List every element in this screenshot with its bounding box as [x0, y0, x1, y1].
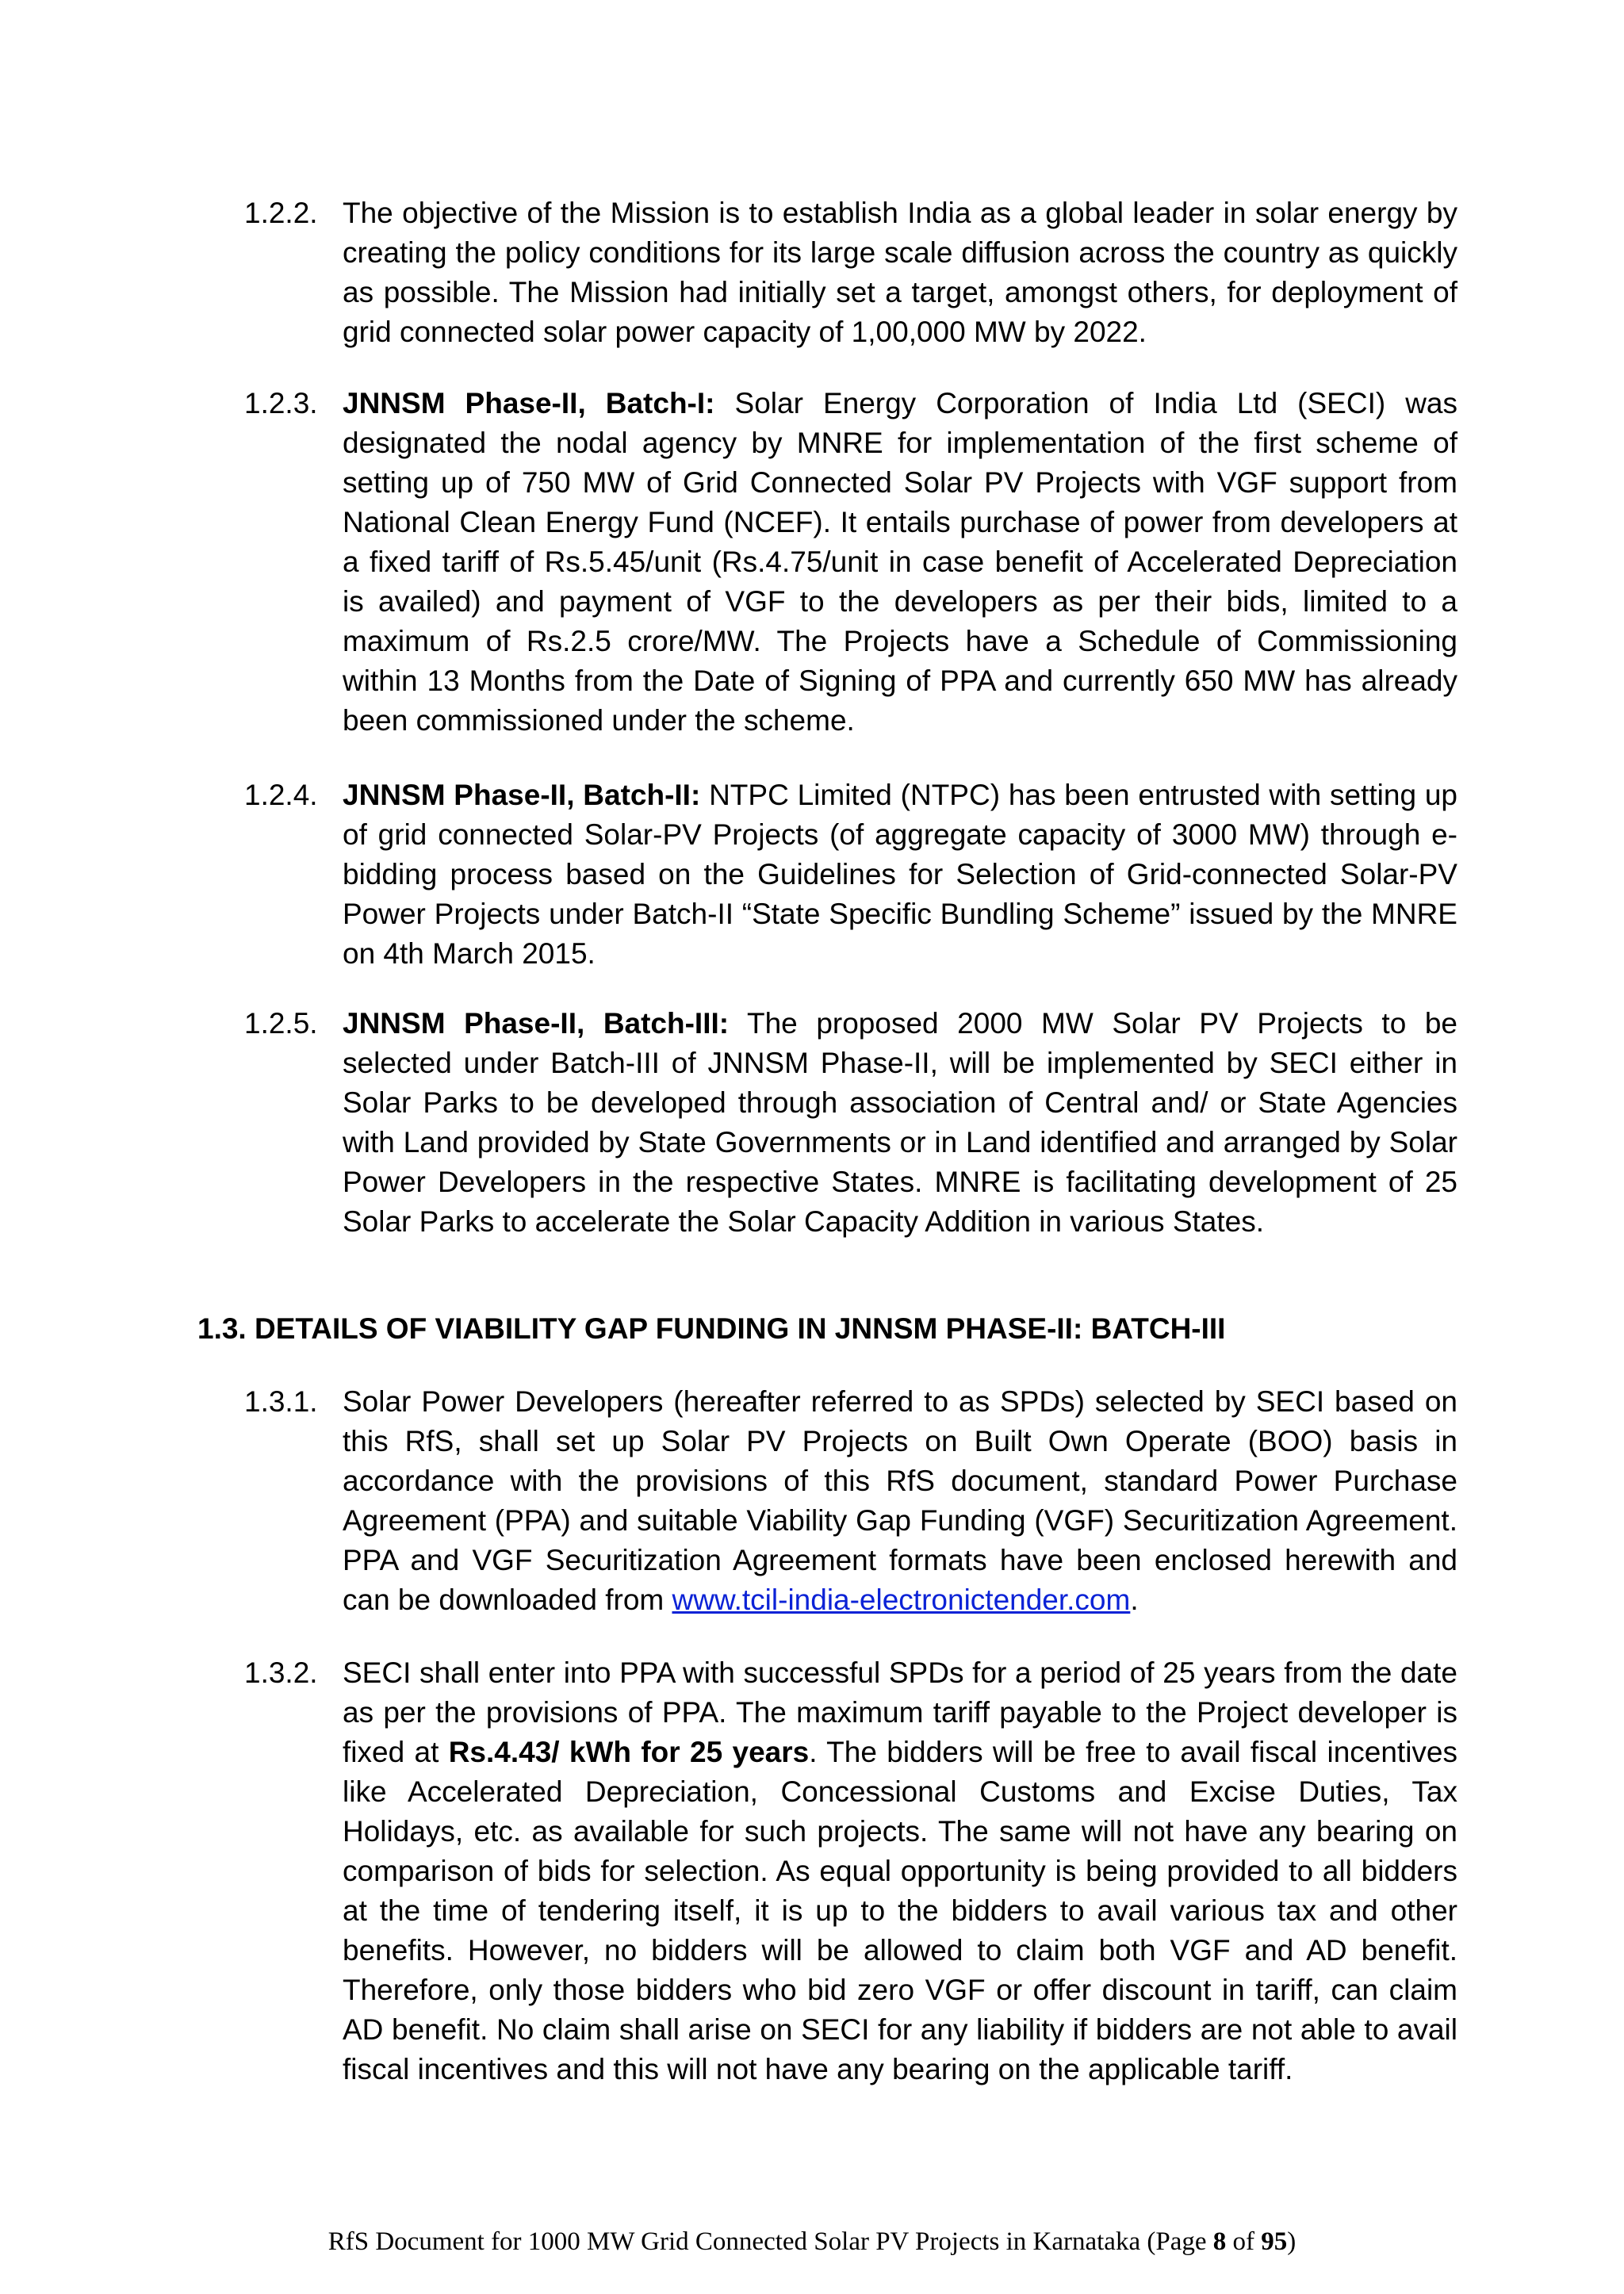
clause-text: NTPC Limited (NTPC) has been entrusted with setting up of grid connected Solar-PV Projects (of aggregate capacity of 3000 MW) through e-bidding process based on the Guidelines for Selection of Grid-connected Solar-PV Power Projects under Batch-II “State Specific Bundling Scheme” issued by the MNRE on 4th March 2015.: [343, 779, 1457, 970]
clause-text-end: .: [1130, 1584, 1139, 1616]
clause-number: 1.2.2.: [244, 197, 318, 229]
footer-total-pages: 95: [1261, 2227, 1288, 2256]
tender-website-link[interactable]: www.tcil-india-electronictender.com: [672, 1584, 1131, 1616]
clause-body: [343, 776, 1457, 974]
clause-lead: JNNSM Phase-II, Batch-II:: [343, 779, 701, 811]
clause-text: The proposed 2000 MW Solar PV Projects to be selected under Batch-III of JNNSM Phase-II, will be implemented by SECI either in Solar Parks to be developed through association of Central and/ or State Agencies with Land provided by State Governments or in Land identified and arranged by Solar Power Developers in the respective States. MNRE is facilitating development of 25 Solar Parks to accelerate the Solar Capacity Addition in various States.: [343, 1007, 1457, 1238]
clause-body: [343, 193, 1457, 352]
section-heading: 1.3. DETAILS OF VIABILITY GAP FUNDING IN JNNSM PHASE-II: BATCH-III: [197, 1312, 1226, 1345]
clause-number: 1.2.4.: [244, 779, 318, 811]
clause-1-3-1: [244, 1382, 1457, 1620]
clause-lead: JNNSM Phase-II, Batch-III:: [343, 1007, 730, 1040]
footer-page-number: 8: [1212, 2227, 1227, 2256]
clause-1-2-2: [244, 193, 1457, 352]
clause-lead: JNNSM Phase-II, Batch-I:: [343, 387, 715, 419]
clause-1-2-4: [244, 776, 1457, 974]
clause-1-2-3: [244, 384, 1457, 741]
clause-text: SECI shall enter into PPA with successful SPDs for a period of 25 years from the date as per the provisions of PPA. The maximum tariff payable to the Project developer is fixed at: [343, 1656, 1457, 1768]
page-footer: [0, 2226, 1624, 2258]
clause-number: 1.3.1.: [244, 1385, 318, 1418]
clause-1-2-5: [244, 1004, 1457, 1242]
footer-close: ): [1287, 2227, 1297, 2256]
clause-text: Solar Power Developers (hereafter referred to as SPDs) selected by SECI based on this RfS, shall set up Solar PV Projects on Built Own Operate (BOO) basis in accordance with the provisions of this RfS document, standard Power Purchase Agreement (PPA) and suitable Viability Gap Funding (VGF) Securitization Agreement. PPA and VGF Securitization Agreement formats have been enclosed herewith and can be downloaded from: [343, 1385, 1457, 1616]
clause-number: 1.2.5.: [244, 1007, 318, 1040]
max-tariff: Rs.4.43/ kWh for 25 years: [448, 1736, 810, 1768]
clause-number: 1.2.3.: [244, 387, 318, 419]
clause-number: 1.3.2.: [244, 1656, 318, 1689]
clause-body: [343, 1653, 1457, 2089]
footer-of: of: [1232, 2227, 1254, 2256]
clause-body: [343, 1382, 1457, 1620]
clause-1-3-2: [244, 1653, 1457, 2089]
clause-body: [343, 384, 1457, 741]
clause-text: The objective of the Mission is to establish India as a global leader in solar energy by creating the policy conditions for its large scale diffusion across the country as quickly as possible. The Mission had initially set a target, amongst others, for deployment of grid connected solar power capacity of 1,00,000 MW by 2022.: [343, 197, 1457, 348]
clause-text-continued: . The bidders will be free to avail fiscal incentives like Accelerated Depreciation, Concessional Customs and Excise Duties, Tax Holidays, etc. as available for such projects. The same will not have any bearing on comparison of bids for selection. As equal opportunity is being provided to all bidders at the time of tendering itself, it is up to the bidders to avail various tax and other benefits. However, no bidders will be allowed to claim both VGF and AD benefit. Therefore, only those bidders who bid zero VGF or offer discount in tariff, can claim AD benefit. No claim shall arise on SECI for any liability if bidders are not able to avail fiscal incentives and this will not have any bearing on the applicable tariff.: [343, 1736, 1458, 2085]
clause-body: [343, 1004, 1457, 1242]
clause-text: Solar Energy Corporation of India Ltd (SECI) was designated the nodal agency by MNRE for implementation of the first scheme of setting up of 750 MW of Grid Connected Solar PV Projects with VGF support from National Clean Energy Fund (NCEF). It entails purchase of power from developers at a fixed tariff of Rs.5.45/unit (Rs.4.75/unit in case benefit of Accelerated Depreciation is availed) and payment of VGF to the developers as per their bids, limited to a maximum of Rs.2.5 crore/MW. The Projects have a Schedule of Commissioning within 13 Months from the Date of Signing of PPA and currently 650 MW has already been commissioned under the scheme.: [343, 387, 1458, 737]
footer-text: RfS Document for 1000 MW Grid Connected Solar PV Projects in Karnataka (Page: [327, 2227, 1207, 2256]
